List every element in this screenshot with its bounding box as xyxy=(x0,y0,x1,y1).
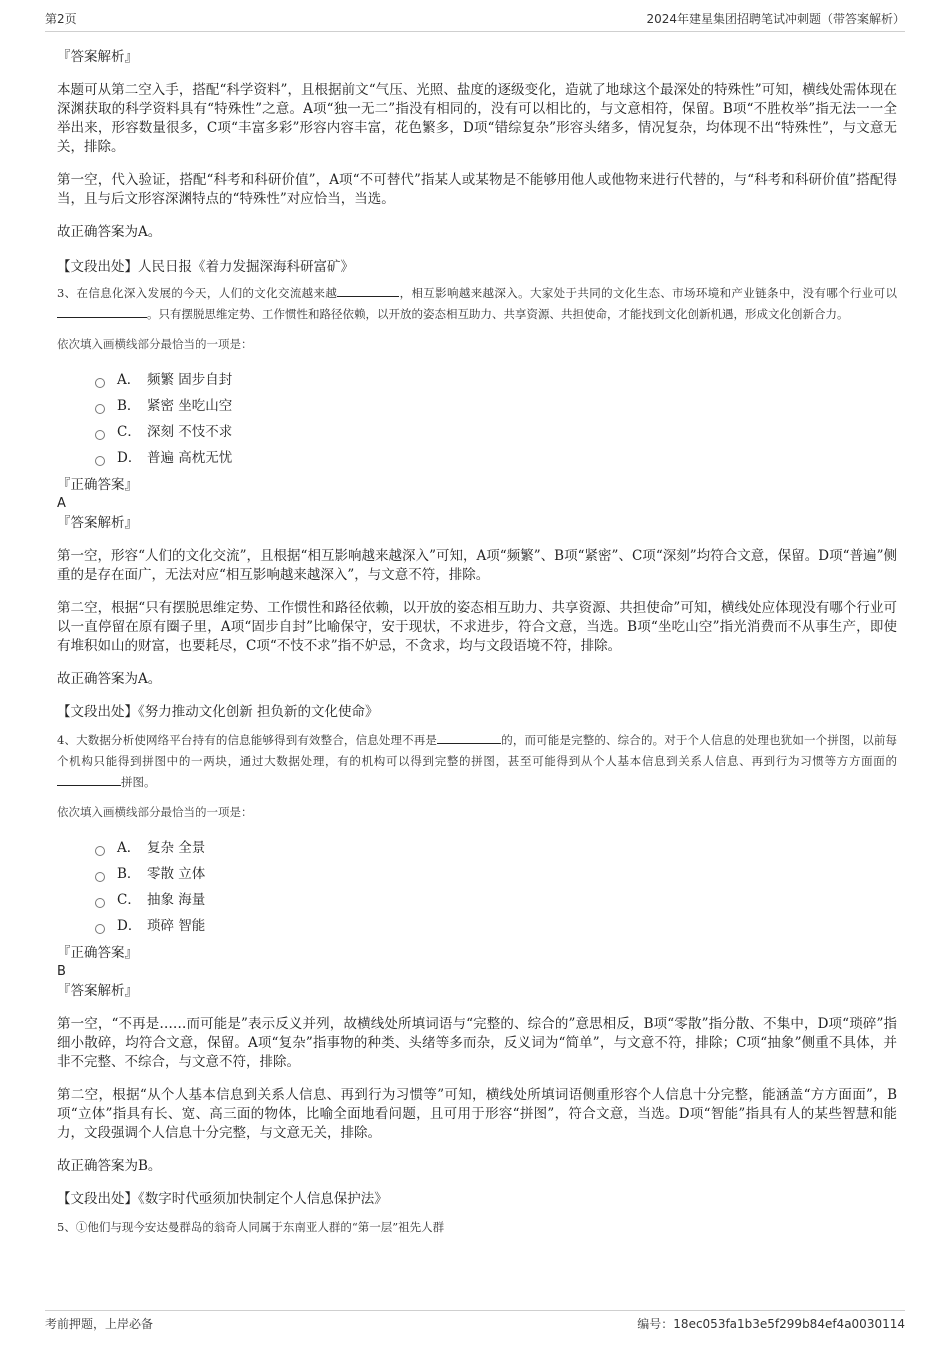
analysis-paragraph: 第一空，“不再是……而可能是”表示反义并列，故横线处所填词语与“完整的、综合的”意思相反，B项“零散”指分散、不集中，D项“琐碎”指细小散碎，均符合文意，保留。A项“复杂”指事物的种类、头绪等多而杂，反义词为“简单”，与文意不符，排除；C项“抽象”侧重不具体，并非不完整、不综合，与文意不符，排除。 xyxy=(57,1016,897,1070)
option-c[interactable] xyxy=(95,419,897,445)
source-citation: 【文段出处】《数字时代亟须加快制定个人信息保护法》 xyxy=(57,1191,388,1207)
correct-answer: B xyxy=(57,964,66,979)
page-number: 第2页 xyxy=(45,12,77,26)
correct-answer-label: 『正确答案』 xyxy=(57,477,138,493)
option-letter: A． xyxy=(117,840,141,856)
option-letter: D． xyxy=(117,918,142,934)
question-text-segment: 的，而可能是完整的、综合的。对于个人信息的处理也犹如一个拼图，以前每个机构只能得到拼图中的一两块，通过大数据处理，有的机构可以得到完整的拼图，甚至可能得到从个人基本信息到关系人信息、再到行为习惯等方方面面的 xyxy=(57,733,897,768)
question-4-text xyxy=(57,730,897,793)
option-text: 零散 立体 xyxy=(147,866,206,882)
radio-button-icon[interactable] xyxy=(95,404,105,414)
analysis-paragraph: 本题可从第二空入手，搭配“科学资料”，且根据前文“气压、光照、盐度的逐级变化，造就了地球这个最深处的特殊性”可知，横线处需体现在深渊获取的科学资料具有“特殊性”之意。A项“独一无二”指没有相同的，没有可以相比的，与文意相符，保留。B项“不胜枚举”指无法一一全举出来，形容数量很多，C项“丰富多彩”形容内容丰富，花色繁多，D项“错综复杂”形容头绪多，情况复杂，均体现不出“特殊性”，与文意无关，排除。 xyxy=(57,82,897,155)
option-text: 深刻 不忮不求 xyxy=(147,424,233,440)
question-instruction: 依次填入画横线部分最恰当的一项是： xyxy=(57,805,253,819)
radio-button-icon[interactable] xyxy=(95,872,105,882)
option-d[interactable] xyxy=(95,913,897,939)
option-letter: C． xyxy=(117,424,141,440)
radio-button-icon[interactable] xyxy=(95,378,105,388)
analysis-paragraph: 第一空，形容“人们的文化交流”，且根据“相互影响越来越深入”可知，A项“频繁”、B项“紧密”、C项“深刻”均符合文意，保留。D项“普遍”侧重的是存在面广，无法对应“相互影响越来越深入”，与文意不符，排除。 xyxy=(57,548,897,583)
conclusion: 故正确答案为A。 xyxy=(57,224,162,240)
question-text-segment: 3、在信息化深入发展的今天，人们的文化交流越来越 xyxy=(57,286,338,300)
fill-blank xyxy=(337,283,399,297)
radio-button-icon[interactable] xyxy=(95,924,105,934)
option-text: 复杂 全景 xyxy=(147,840,206,856)
question-text-segment: 4、大数据分析使网络平台持有的信息能够得到有效整合，信息处理不再是 xyxy=(57,733,438,747)
radio-button-icon[interactable] xyxy=(95,430,105,440)
option-text: 频繁 固步自封 xyxy=(147,372,233,388)
document-id: 编号：18ec053fa1b3e5f299b84ef4a0030114 xyxy=(637,1317,905,1331)
fill-blank xyxy=(57,772,121,786)
analysis-label: 『答案解析』 xyxy=(57,983,138,999)
analysis-paragraph: 第二空，根据“只有摆脱思维定势、工作惯性和路径依赖，以开放的姿态相互助力、共享资源、共担使命”可知，横线处应体现没有哪个行业可以一直停留在原有圈子里，A项“固步自封”比喻保守，安于现状，不求进步，符合文意，当选。B项“坐吃山空”指光消费而不从事生产，即使有堆积如山的财富，也要耗尽，C项“不忮不求”指不妒忌，不贪求，均与文段语境不符，排除。 xyxy=(57,600,897,654)
correct-answer: A xyxy=(57,496,66,511)
question-instruction: 依次填入画横线部分最恰当的一项是： xyxy=(57,337,253,351)
option-list xyxy=(95,367,897,471)
question-5-text: 5、①他们与现今安达曼群岛的翁奇人同属于东南亚人群的“第一层”祖先人群 xyxy=(57,1220,445,1234)
fill-blank xyxy=(437,730,501,744)
option-letter: B． xyxy=(117,398,141,414)
option-letter: D． xyxy=(117,450,142,466)
option-d[interactable] xyxy=(95,445,897,471)
option-letter: B． xyxy=(117,866,141,882)
option-text: 抽象 海量 xyxy=(147,892,206,908)
fill-blank xyxy=(57,304,147,318)
option-text: 普遍 高枕无忧 xyxy=(147,450,233,466)
option-c[interactable] xyxy=(95,887,897,913)
source-citation: 【文段出处】人民日报《着力发掘深海科研富矿》 xyxy=(57,259,354,275)
header-divider xyxy=(45,31,905,32)
option-a[interactable] xyxy=(95,835,897,861)
conclusion: 故正确答案为A。 xyxy=(57,671,162,687)
option-text: 琐碎 智能 xyxy=(147,918,206,934)
page-header xyxy=(45,10,905,27)
radio-button-icon[interactable] xyxy=(95,846,105,856)
document-title: 2024年建星集团招聘笔试冲刺题（带答案解析） xyxy=(646,12,905,26)
footer-slogan: 考前押题，上岸必备 xyxy=(45,1317,154,1331)
question-text-segment: 。只有摆脱思维定势、工作惯性和路径依赖，以开放的姿态相互助力、共享资源、共担使命，才能找到文化创新机遇，形成文化创新合力。 xyxy=(147,307,849,321)
option-list xyxy=(95,835,897,939)
option-text: 紧密 坐吃山空 xyxy=(147,398,233,414)
footer-divider xyxy=(45,1310,905,1311)
option-b[interactable] xyxy=(95,393,897,419)
option-b[interactable] xyxy=(95,861,897,887)
conclusion: 故正确答案为B。 xyxy=(57,1158,162,1174)
analysis-label: 『答案解析』 xyxy=(57,49,138,65)
page-content xyxy=(57,47,897,1238)
option-letter: A． xyxy=(117,372,141,388)
analysis-paragraph: 第二空，根据“从个人基本信息到关系人信息、再到行为习惯等”可知，横线处所填词语侧重形容个人信息十分完整，能涵盖“方方面面”，B项“立体”指具有长、宽、高三面的物体，比喻全面地看问题，且可用于形容“拼图”，符合文意，当选。D项“智能”指具有人的某些智慧和能力，文段强调个人信息十分完整，与文意无关，排除。 xyxy=(57,1087,897,1141)
question-3-text xyxy=(57,283,897,325)
radio-button-icon[interactable] xyxy=(95,898,105,908)
question-text-segment: 拼图。 xyxy=(121,775,156,789)
option-a[interactable] xyxy=(95,367,897,393)
analysis-label: 『答案解析』 xyxy=(57,515,138,531)
radio-button-icon[interactable] xyxy=(95,456,105,466)
page-footer xyxy=(45,1315,905,1332)
correct-answer-label: 『正确答案』 xyxy=(57,945,138,961)
analysis-paragraph: 第一空，代入验证，搭配“科考和科研价值”，A项“不可替代”指某人或某物是不能够用他人或他物来进行代替的，与“科考和科研价值”搭配得当，且与后文形容深渊特点的“特殊性”对应恰当，当选。 xyxy=(57,172,897,207)
option-letter: C． xyxy=(117,892,141,908)
source-citation: 【文段出处】《努力推动文化创新 担负新的文化使命》 xyxy=(57,704,379,720)
question-text-segment: ，相互影响越来越深入。大家处于共同的文化生态、市场环境和产业链条中，没有哪个行业可以 xyxy=(399,286,897,300)
